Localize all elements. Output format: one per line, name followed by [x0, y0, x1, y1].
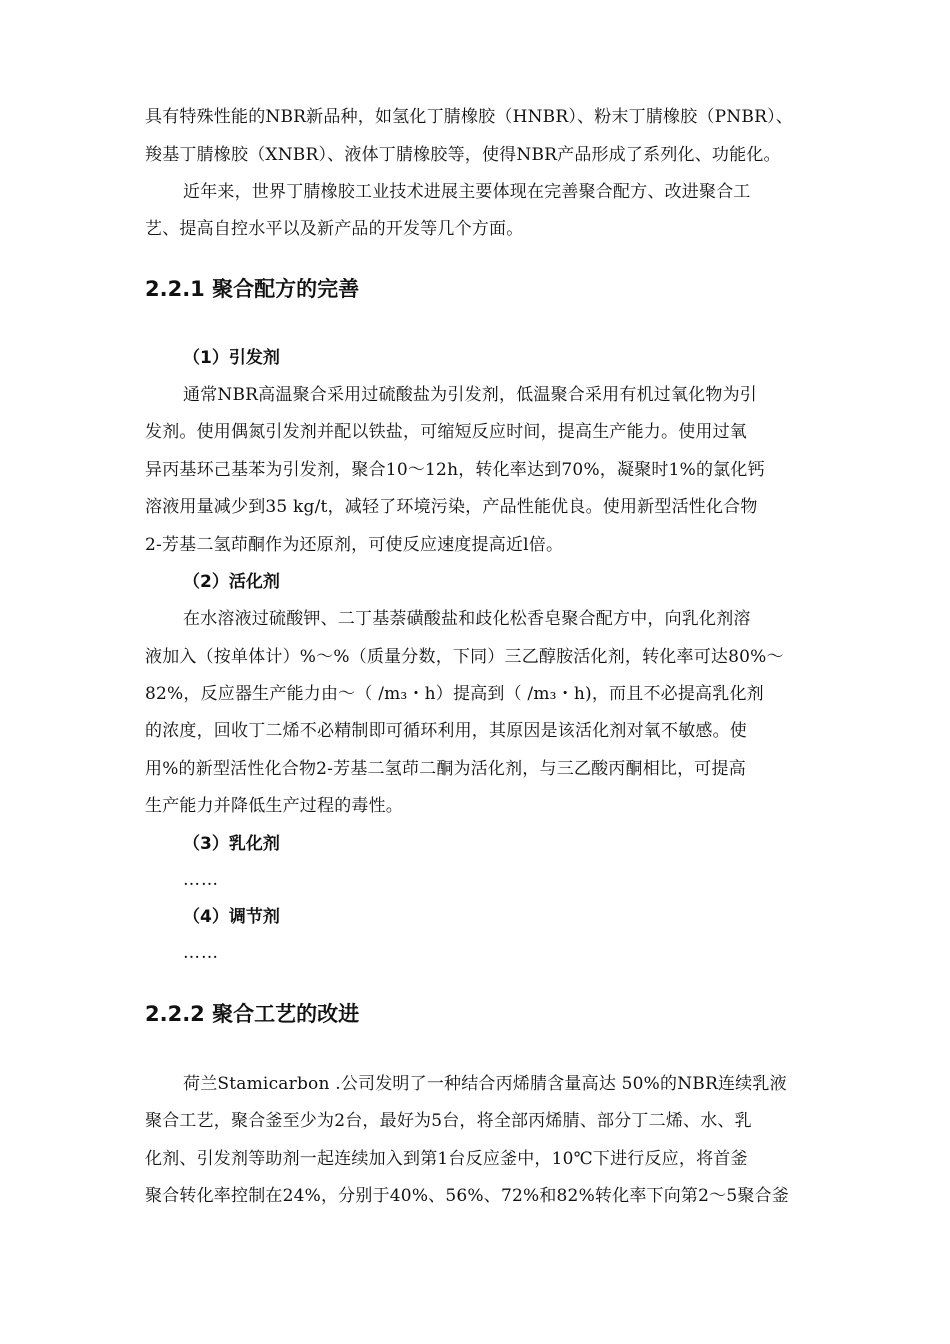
intro-line-2: 羧基丁腈橡胶（XNBR）、液体丁腈橡胶等，使得NBR产品形成了系列化、功能化。	[145, 145, 781, 165]
initiator-line-5: 2-芳基二氢茚酮作为还原剂，可使反应速度提高近l倍。	[145, 535, 564, 555]
initiator-line-3: 异丙基环己基苯为引发剂，聚合10～12h，转化率达到70%，凝聚时1%的氯化钙	[145, 460, 765, 480]
process-line-1: 荷兰Stamicarbon .公司发明了一种结合丙烯腈含量高达 50%的NBR连续乳液	[183, 1074, 787, 1094]
activator-line-4: 的浓度，回收丁二烯不必精制即可循环利用，其原因是该活化剂对氧不敏感。使	[145, 721, 747, 741]
intro-line-4: 艺、提高自控水平以及新产品的开发等几个方面。	[145, 219, 524, 239]
subheading-initiator: （1）引发剂	[183, 348, 280, 368]
subheading-activator: （2）活化剂	[183, 572, 280, 592]
process-line-3: 化剂、引发剂等助剂一起连续加入到第1台反应釜中，10℃下进行反应，将首釜	[145, 1149, 748, 1169]
subheading-emulsifier: （3）乳化剂	[183, 834, 280, 854]
activator-line-6: 生产能力并降低生产过程的毒性。	[145, 796, 403, 816]
activator-line-1: 在水溶液过硫酸钾、二丁基萘磺酸盐和歧化松香皂聚合配方中，向乳化剂溶	[183, 609, 751, 629]
emulsifier-ellipsis: ……	[183, 870, 219, 890]
section-heading-222: 2.2.2 聚合工艺的改进	[145, 1002, 360, 1026]
initiator-line-1: 通常NBR高温聚合采用过硫酸盐为引发剂，低温聚合采用有机过氧化物为引	[183, 385, 757, 405]
regulator-ellipsis: ……	[183, 943, 219, 963]
section-heading-221: 2.2.1 聚合配方的完善	[145, 277, 360, 301]
initiator-line-4: 溶液用量减少到35 kg/t，减轻了环境污染，产品性能优良。使用新型活性化合物	[145, 497, 758, 517]
intro-line-1: 具有特殊性能的NBR新品种，如氢化丁腈橡胶（HNBR）、粉末丁腈橡胶（PNBR）、	[145, 107, 793, 127]
initiator-line-2: 发剂。使用偶氮引发剂并配以铁盐，可缩短反应时间，提高生产能力。使用过氧	[145, 422, 747, 442]
activator-line-3: 82%，反应器生产能力由～（ /m₃・h）提高到（ /m₃・h)，而且不必提高乳化剂	[145, 684, 764, 704]
activator-line-5: 用%的新型活性化合物2-芳基二氢茚二酮为活化剂，与三乙酸丙酮相比，可提高	[145, 759, 746, 779]
subheading-regulator: （4）调节剂	[183, 907, 280, 927]
intro-line-3: 近年来，世界丁腈橡胶工业技术进展主要体现在完善聚合配方、改进聚合工	[183, 182, 751, 202]
process-line-4: 聚合转化率控制在24%，分别于40%、56%、72%和82%转化率下向第2～5聚合釜	[145, 1186, 789, 1206]
activator-line-2: 液加入（按单体计）%～%（质量分数，下同）三乙醇胺活化剂，转化率可达80%～	[145, 647, 784, 667]
process-line-2: 聚合工艺，聚合釜至少为2台，最好为5台，将全部丙烯腈、部分丁二烯、水、乳	[145, 1111, 752, 1131]
